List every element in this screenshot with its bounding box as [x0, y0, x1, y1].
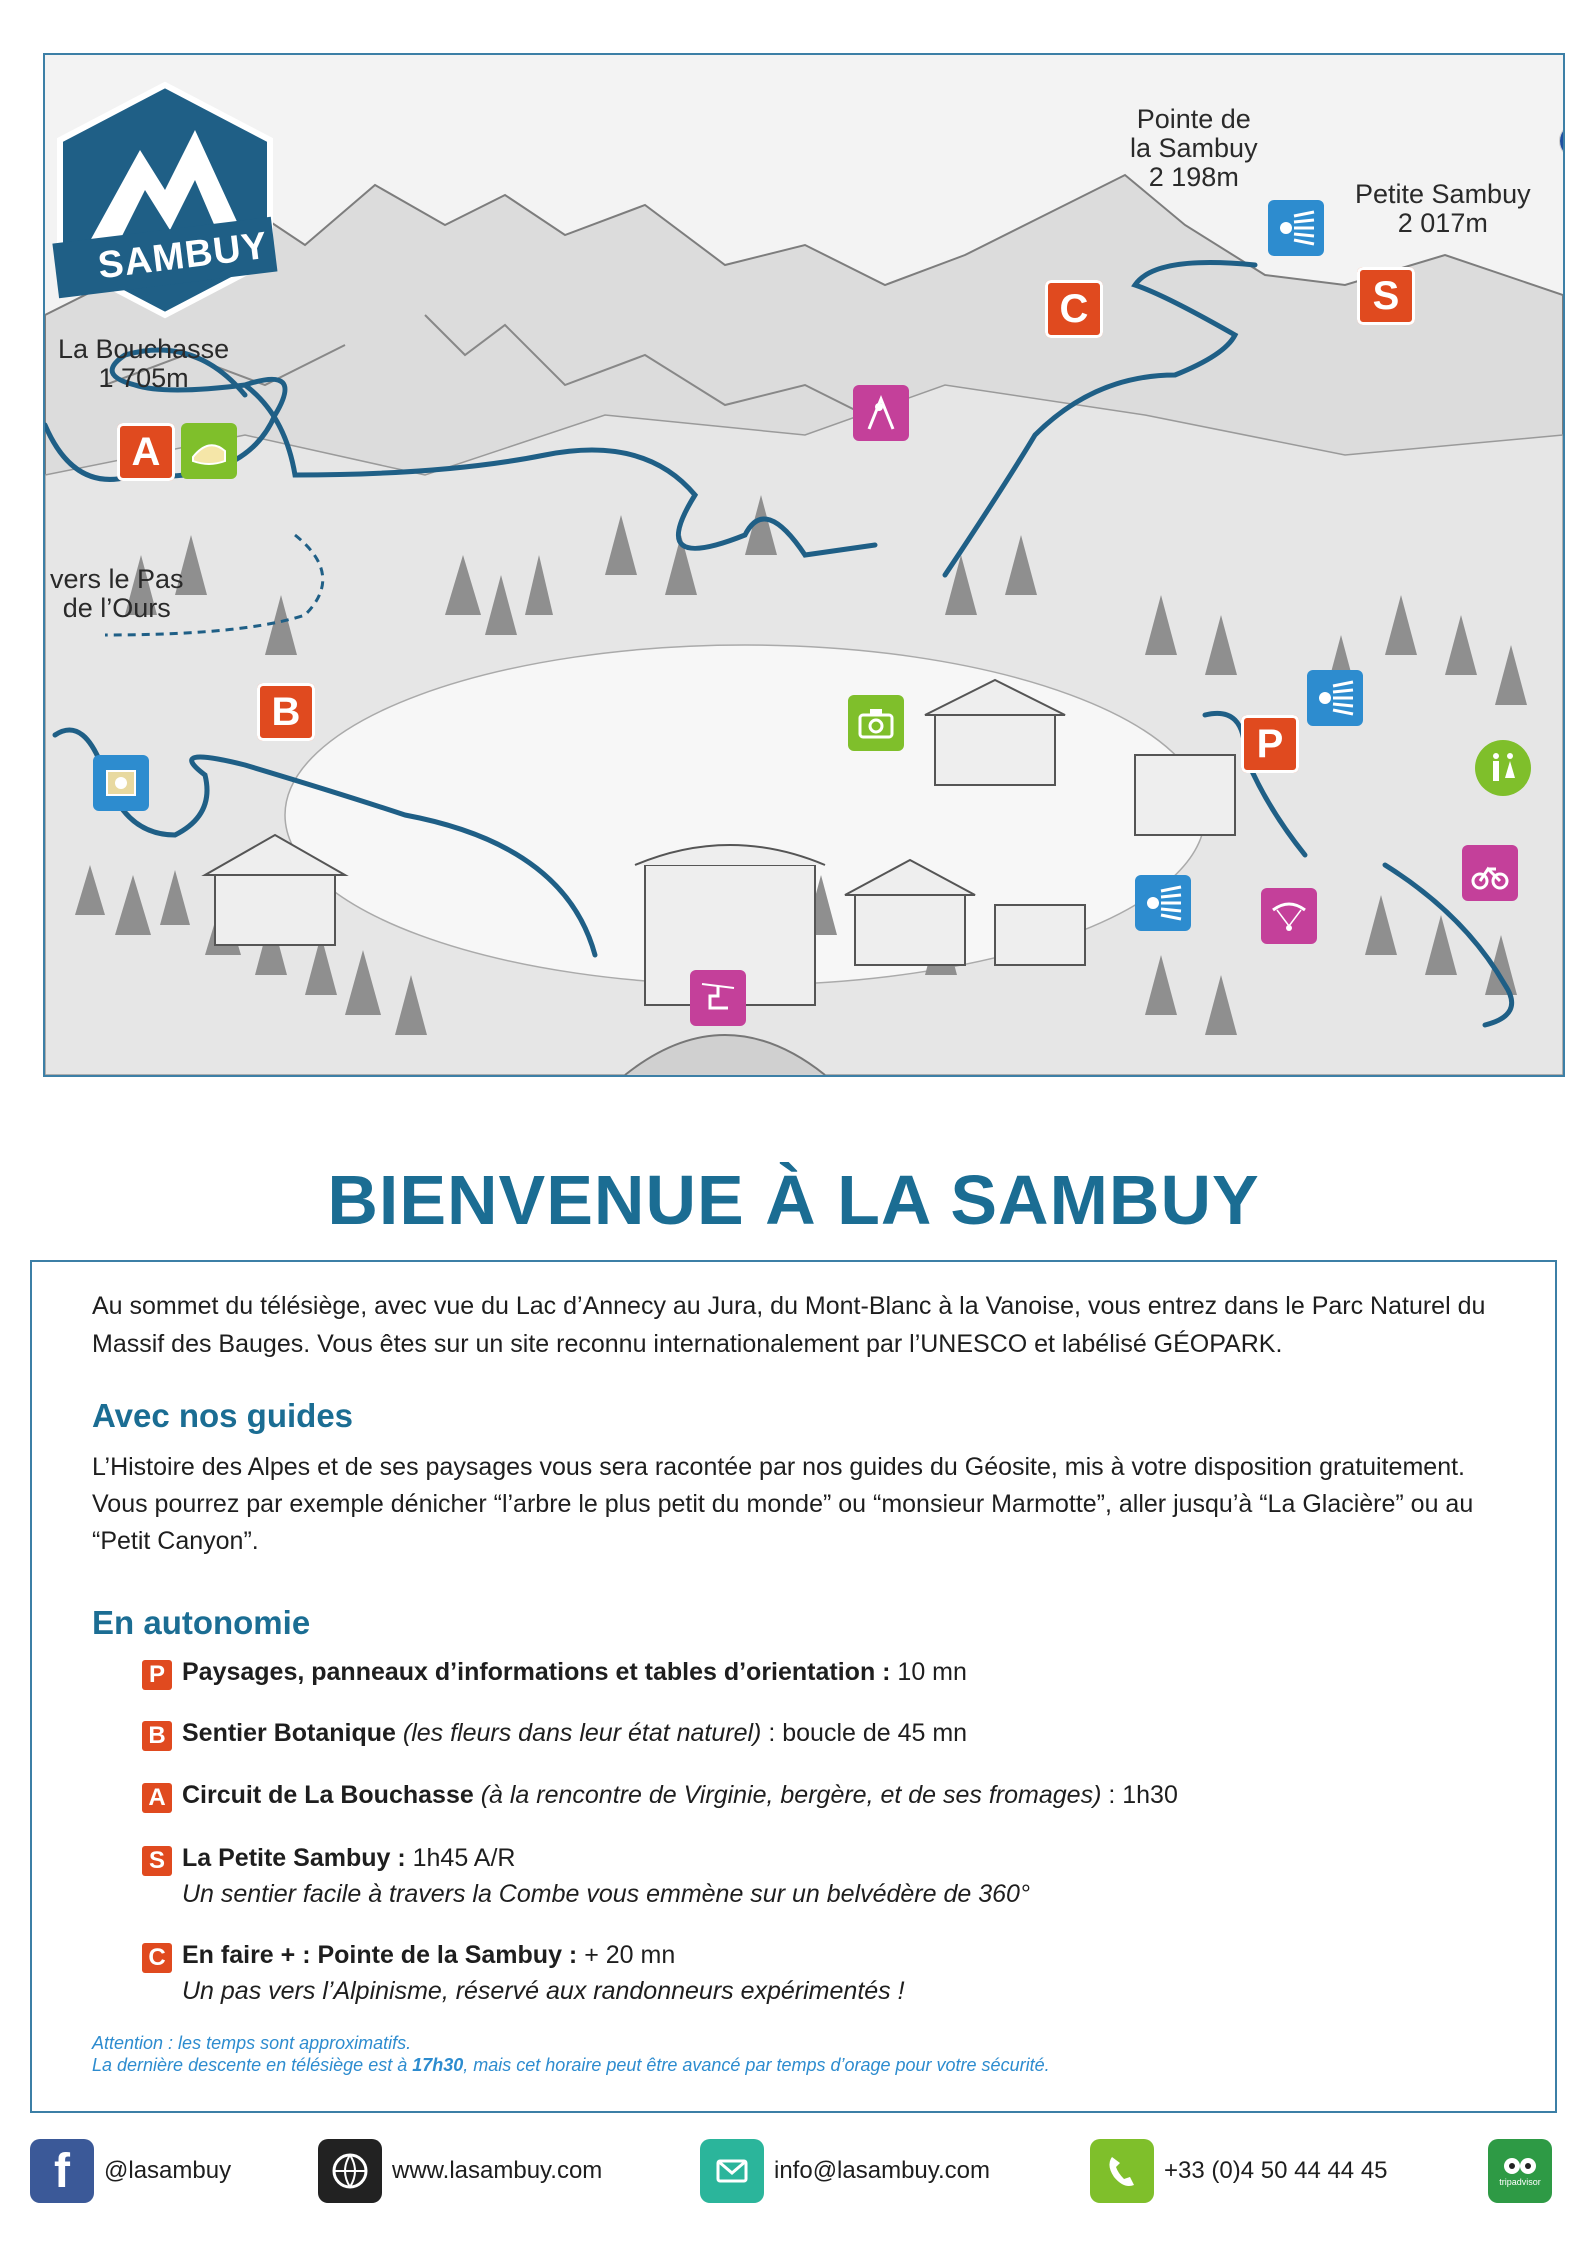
label-pointe-sambuy: Pointe de la Sambuy 2 198m [1130, 104, 1258, 192]
climbing-icon[interactable] [853, 385, 909, 441]
tripadvisor-link[interactable] [1488, 2138, 1552, 2204]
cheese-icon[interactable] [181, 423, 237, 479]
page-title: BIENVENUE À LA SAMBUY [327, 1161, 1260, 1239]
site-map [43, 53, 1565, 1077]
intro-text: Au sommet du télésiège, avec vue du Lac d’Annecy au Jura, du Mont-Blanc à la Vanoise, vous entrez dans le Parc Naturel du Massif des Bauges. Vous êtes sur un site reconnu internationalement par l’UNESCO et labélisé GÉOPARK. [92, 1292, 1486, 1358]
camera-icon[interactable] [848, 695, 904, 751]
panorama-icon[interactable] [1268, 200, 1324, 256]
paragliding-icon[interactable] [1261, 888, 1317, 944]
label-bouchasse: La Bouchasse 1 705m [58, 334, 230, 393]
list-item: P Paysages, panneaux d’informations et tables d’orientation : 10 mn [142, 1654, 967, 1690]
label-petite-sambuy: Petite Sambuy 2 017m [1355, 179, 1531, 238]
tripadvisor-icon: tripadvisor [1488, 2139, 1552, 2203]
panorama-icon[interactable] [1135, 875, 1191, 931]
logo-text: SAMBUY [95, 224, 271, 288]
label-pas-ours: vers le Pas de l’Ours [50, 564, 184, 623]
facebook-icon: f [30, 2139, 94, 2203]
badge-a[interactable]: A [117, 423, 175, 481]
panorama-icon[interactable] [1307, 670, 1363, 726]
facebook-link[interactable]: f @lasambuy [30, 2138, 231, 2204]
toilets-icon[interactable] [1475, 740, 1531, 796]
globe-icon [318, 2139, 382, 2203]
phone-link[interactable]: +33 (0)4 50 44 44 45 [1090, 2138, 1388, 2204]
autonomie-heading: En autonomie [92, 1604, 311, 1641]
note: Attention : les temps sont approximatifs. La dernière descente en télésiège est à 17h30, mais cet horaire peut être avancé par temps d’orage pour votre sécurité. [92, 2033, 1050, 2075]
badge-b-small: B [142, 1721, 172, 1751]
mountain-bike-icon[interactable] [1462, 845, 1518, 901]
badge-c[interactable]: C [1045, 280, 1103, 338]
list-item: S La Petite Sambuy : 1h45 A/R Un sentier facile à travers la Combe vous emmène sur un belvédère de 360° [142, 1840, 1030, 1912]
email-icon [700, 2139, 764, 2203]
badge-a-small: A [142, 1783, 172, 1813]
guides-heading: Avec nos guides [92, 1397, 354, 1434]
badge-p[interactable]: P [1241, 715, 1299, 773]
list-item: A Circuit de La Bouchasse (à la rencontre de Virginie, bergère, et de ses fromages) : 1h30 [142, 1777, 1178, 1813]
la-sambuy-logo [45, 80, 285, 320]
phone-icon [1090, 2139, 1154, 2203]
badge-b[interactable]: B [257, 683, 315, 741]
website-link[interactable]: www.lasambuy.com [318, 2138, 602, 2204]
botanical-icon[interactable] [93, 755, 149, 811]
guides-text: L’Histoire des Alpes et de ses paysages vous sera racontée par nos guides du Géosite, mis à votre disposition gratuitement. Vous pourrez par exemple dénicher “l’arbre le plus petit du monde” ou “monsieur Marmotte”, aller jusqu’à “La Glacière” ou au “Petit Canyon”. [92, 1453, 1474, 1555]
badge-c-small: C [142, 1943, 172, 1973]
list-item: B Sentier Botanique (les fleurs dans leur état naturel) : boucle de 45 mn [142, 1715, 967, 1751]
badge-s[interactable]: S [1357, 267, 1415, 325]
list-item: C En faire + : Pointe de la Sambuy : + 20 mn Un pas vers l’Alpinisme, réservé aux randonneurs expérimentés ! [142, 1937, 905, 2009]
chairlift-icon[interactable] [690, 970, 746, 1026]
info-box [30, 1260, 1557, 2113]
badge-s-small: S [142, 1846, 172, 1876]
email-link[interactable]: info@lasambuy.com [700, 2138, 990, 2204]
badge-p-small: P [142, 1660, 172, 1690]
